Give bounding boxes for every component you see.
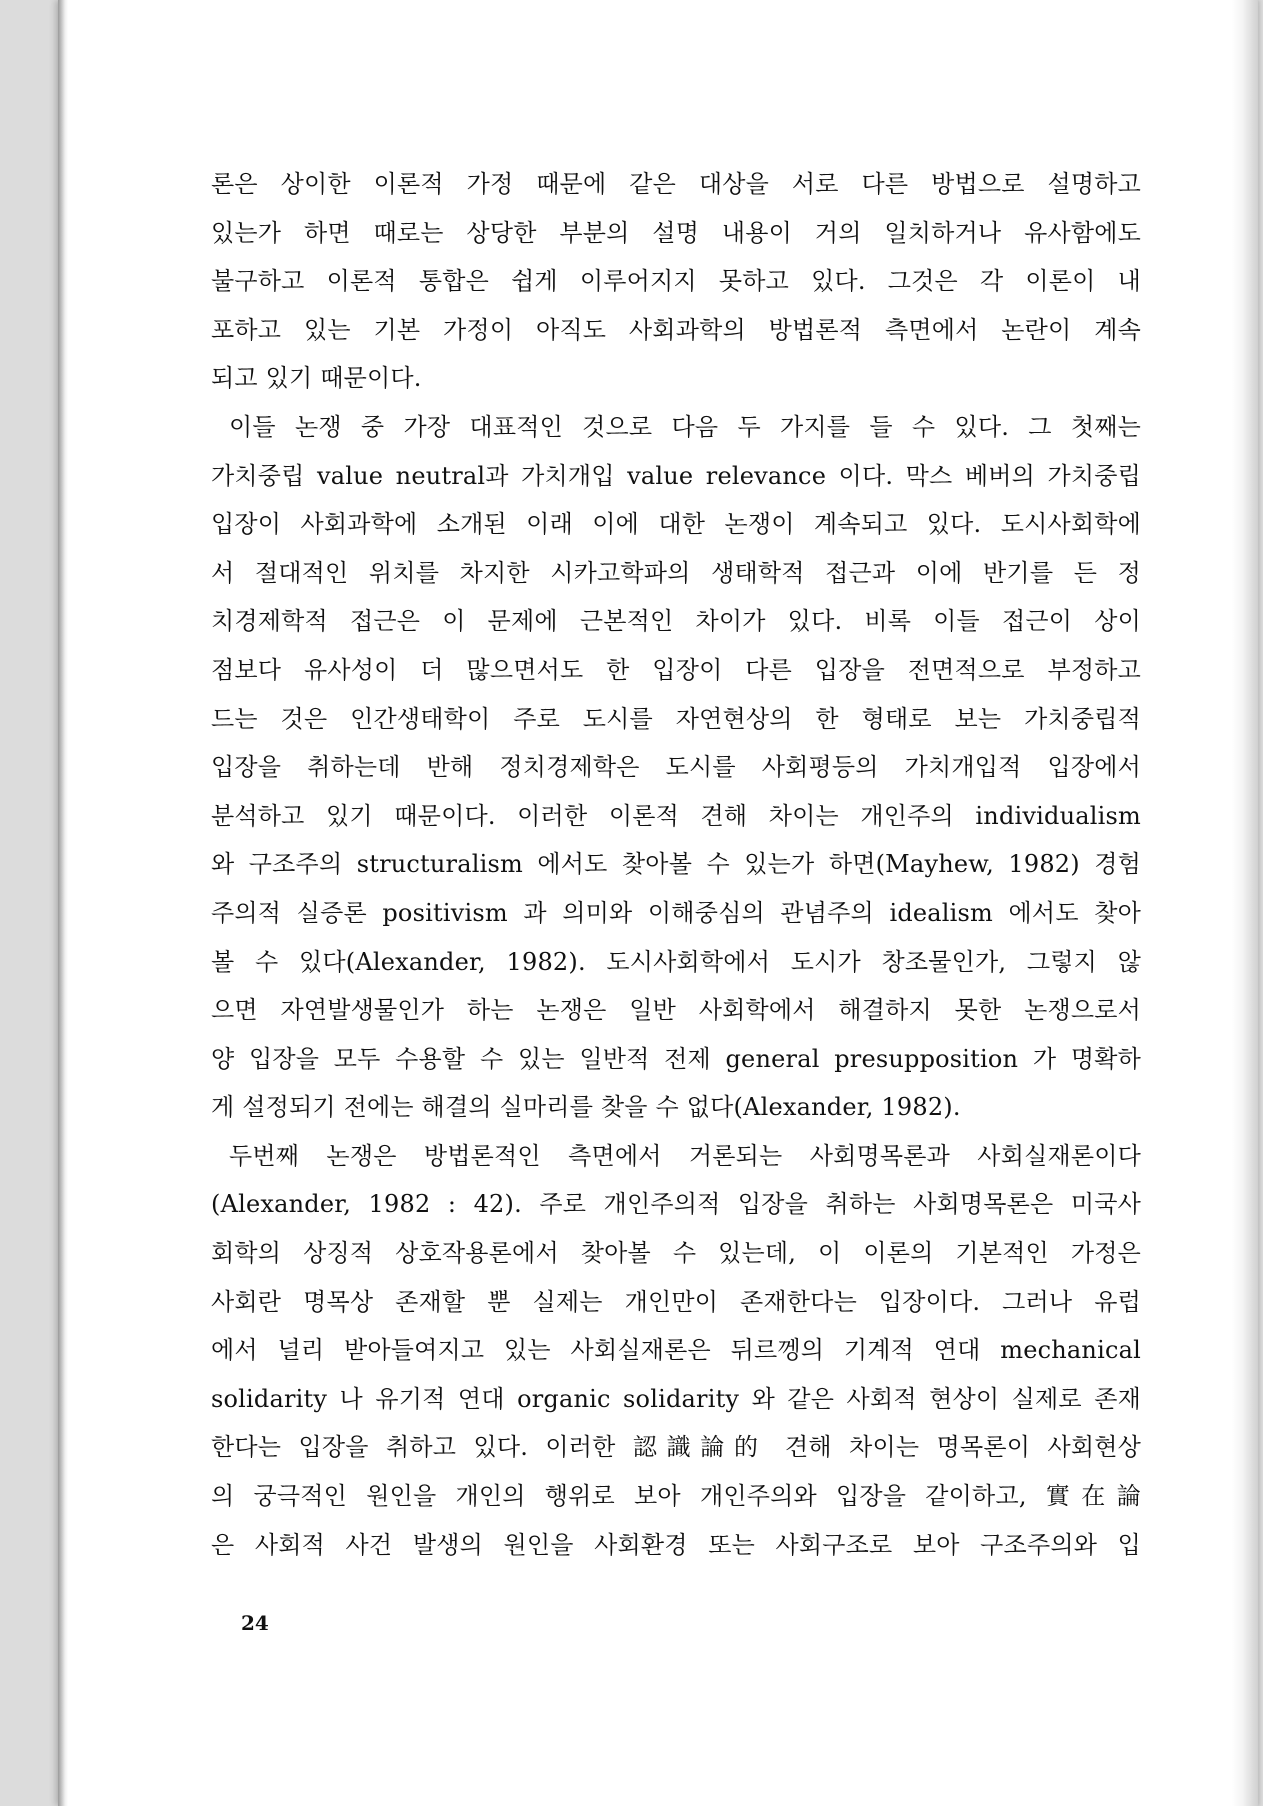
text-line: solidarity 나 유기적 연대 organic solidarity 와 같은 사회적 현상이 실제로 존재	[211, 1384, 1141, 1413]
text-line: 게 설정되기 전에는 해결의 실마리를 찾을 수 없다(Alexander, 1982).	[211, 1093, 961, 1122]
text-line: 주의적 실증론 positivism 과 의미와 이해중심의 관념주의 idealism 에서도 찾아	[211, 898, 1141, 927]
text-line: 양 입장을 모두 수용할 수 있는 일반적 전제 general presupposition 가 명확하	[211, 1044, 1141, 1073]
text-line: 론은 상이한 이론적 가정 때문에 같은 대상을 서로 다른 방법으로 설명하고	[211, 170, 1141, 198]
text-line: 와 구조주의 structuralism 에서도 찾아볼 수 있는가 하면(Mayhew, 1982) 경험	[211, 850, 1141, 879]
text-line: 불구하고 이론적 통합은 쉽게 이루어지지 못하고 있다. 그것은 각 이론이 내	[211, 267, 1141, 296]
text-line: 이들 논쟁 중 가장 대표적인 것으로 다음 두 가지를 들 수 있다. 그 첫째는	[229, 412, 1141, 441]
text-line: 한다는 입장을 취하고 있다. 이러한 認識論的 견해 차이는 명목론이 사회현상	[211, 1433, 1141, 1462]
text-line: 사회란 명목상 존재할 뿐 실제는 개인만이 존재한다는 입장이다. 그러나 유럽	[211, 1287, 1141, 1316]
page-binding-shadow	[58, 0, 68, 1806]
text-line: 드는 것은 인간생태학이 주로 도시를 자연현상의 한 형태로 보는 가치중립적	[211, 704, 1141, 733]
body-text	[211, 160, 1141, 1569]
text-line: 가치중립 value neutral과 가치개입 value relevance 이다. 막스 베버의 가치중립	[211, 461, 1141, 490]
text-line: 볼 수 있다(Alexander, 1982). 도시사회학에서 도시가 창조물인가, 그렇지 않	[211, 947, 1141, 976]
text-line: 분석하고 있기 때문이다. 이러한 이론적 견해 차이는 개인주의 individualism	[211, 801, 1141, 830]
text-line: 회학의 상징적 상호작용론에서 찾아볼 수 있는데, 이 이론의 기본적인 가정은	[211, 1239, 1141, 1268]
text-line: 치경제학적 접근은 이 문제에 근본적인 차이가 있다. 비록 이들 접근이 상이	[211, 607, 1141, 636]
text-line: (Alexander, 1982 : 42). 주로 개인주의적 입장을 취하는 사회명목론은 미국사	[211, 1190, 1141, 1219]
text-line: 은 사회적 사건 발생의 원인을 사회환경 또는 사회구조로 보아 구조주의와 입	[211, 1530, 1141, 1559]
page-edge-shadow	[1232, 0, 1258, 1806]
text-line: 입장이 사회과학에 소개된 이래 이에 대한 논쟁이 계속되고 있다. 도시사회학에	[211, 510, 1141, 539]
text-line: 있는가 하면 때로는 상당한 부분의 설명 내용이 거의 일치하거나 유사함에도	[211, 218, 1141, 247]
text-line: 점보다 유사성이 더 많으면서도 한 입장이 다른 입장을 전면적으로 부정하고	[211, 655, 1141, 684]
text-line: 의 궁극적인 원인을 개인의 행위로 보아 개인주의와 입장을 같이하고, 實在論	[211, 1482, 1141, 1511]
text-line: 되고 있기 때문이다.	[211, 364, 422, 393]
book-page	[58, 0, 1258, 1806]
text-line: 으면 자연발생물인가 하는 논쟁은 일반 사회학에서 해결하지 못한 논쟁으로서	[211, 996, 1141, 1025]
text-line: 에서 널리 받아들여지고 있는 사회실재론은 뒤르껭의 기계적 연대 mechanical	[211, 1336, 1141, 1365]
page-number: 24	[241, 1611, 269, 1635]
text-line: 서 절대적인 위치를 차지한 시카고학파의 생태학적 접근과 이에 반기를 든 정	[211, 558, 1141, 587]
text-line: 포하고 있는 기본 가정이 아직도 사회과학의 방법론적 측면에서 논란이 계속	[211, 315, 1141, 344]
text-line: 두번째 논쟁은 방법론적인 측면에서 거론되는 사회명목론과 사회실재론이다	[229, 1141, 1141, 1170]
text-line: 입장을 취하는데 반해 정치경제학은 도시를 사회평등의 가치개입적 입장에서	[211, 753, 1141, 782]
